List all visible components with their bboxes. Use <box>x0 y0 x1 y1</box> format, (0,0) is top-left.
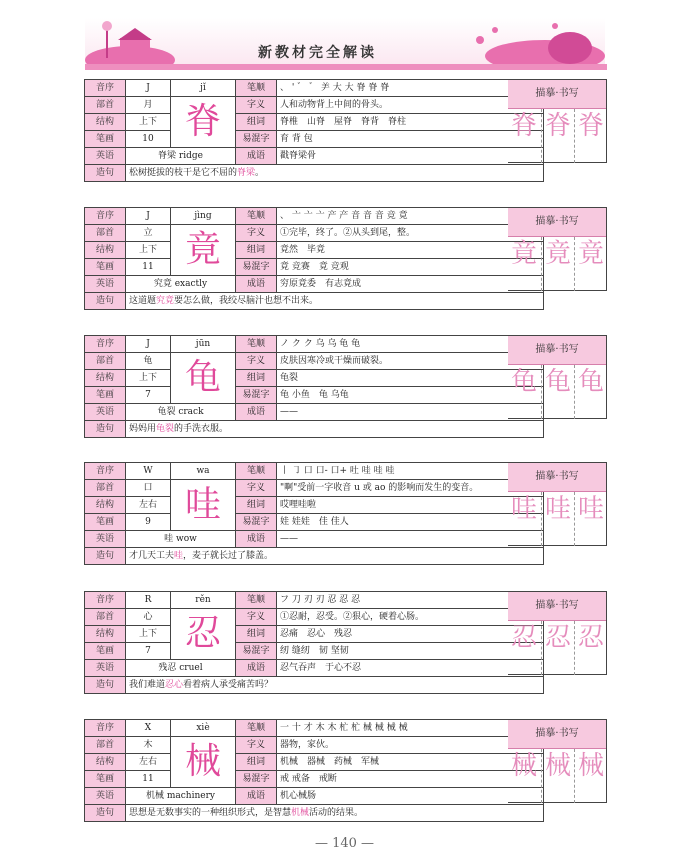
structure-value: 左右 <box>126 497 171 514</box>
stroke-order-value: 一 十 才 木 木 杧 杧 械 械 械 械 <box>277 720 544 737</box>
label-ziyi: 字义 <box>236 225 277 242</box>
tracing-practice-box <box>508 591 607 675</box>
strokes-value: 7 <box>126 387 171 404</box>
stroke-order-value: 、 ⼇ ⼇ ⼇ 产 产 音 音 音 竞 竟 <box>277 208 544 225</box>
big-character-cell <box>171 225 236 276</box>
example-sentence <box>126 421 544 438</box>
label-chengyu: 成语 <box>236 276 277 293</box>
meaning-value: 皮肤因寒冷或干燥而破裂。 <box>277 353 544 370</box>
trace-character: 哇 <box>577 494 604 524</box>
radical-value: 口 <box>126 480 171 497</box>
strokes-value: 11 <box>126 771 171 788</box>
label-bishun: 笔顺 <box>236 80 277 97</box>
label-jiegou: 结构 <box>85 242 126 259</box>
label-bihua: 笔画 <box>85 514 126 531</box>
label-chengyu: 成语 <box>236 660 277 677</box>
sentence-end: ，麦子就长过了膝盖。 <box>183 550 274 561</box>
label-zuci: 组词 <box>236 114 277 131</box>
pinyin-value: wa <box>171 463 236 480</box>
trace-character: 脊 <box>577 111 604 141</box>
sentence-start: 妈妈用 <box>129 423 157 434</box>
pinyin-value: rěn <box>171 592 236 609</box>
practice-header: 描摹·书写 <box>508 720 606 749</box>
idiom-value: 机心械肠 <box>277 788 544 805</box>
words-value: 机械 器械 药械 军械 <box>277 754 544 771</box>
label-bihua: 笔画 <box>85 643 126 660</box>
tracing-cell[interactable] <box>574 621 606 675</box>
tracing-cell[interactable] <box>574 749 606 803</box>
label-zaoju: 造句 <box>85 805 126 822</box>
label-jiegou: 结构 <box>85 754 126 771</box>
trace-character: 竟 <box>510 239 537 269</box>
structure-value: 上下 <box>126 114 171 131</box>
tracing-cell[interactable] <box>508 109 540 163</box>
label-bishun: 笔顺 <box>236 208 277 225</box>
pinyin-value: jūn <box>171 336 236 353</box>
tracing-cell[interactable] <box>574 365 606 419</box>
tracing-cell[interactable] <box>508 237 540 291</box>
words-value: 脊椎 山脊 屋脊 脊背 脊柱 <box>277 114 544 131</box>
tracing-cell[interactable] <box>508 365 540 419</box>
character-info-table <box>84 335 544 438</box>
label-yihunzi: 易混字 <box>236 259 277 276</box>
practice-header: 描摹·书写 <box>508 208 606 237</box>
sentence-highlight: 脊梁 <box>237 167 256 178</box>
label-zuci: 组词 <box>236 497 277 514</box>
tracing-cell[interactable] <box>574 492 606 546</box>
header-title: 新教材完全解读 <box>258 45 377 61</box>
example-sentence <box>126 165 544 182</box>
stroke-order-value: 丨 ㇆ 口 口‐ 口+ 吐 哇 哇 哇 <box>277 463 544 480</box>
label-ziyi: 字义 <box>236 480 277 497</box>
label-chengyu: 成语 <box>236 404 277 421</box>
big-character-cell <box>171 353 236 404</box>
practice-header: 描摹·书写 <box>508 463 606 492</box>
big-character: 械 <box>184 741 221 782</box>
trace-character: 械 <box>544 751 571 781</box>
label-zaoju: 造句 <box>85 548 126 565</box>
tracing-cell[interactable] <box>541 621 573 675</box>
idiom-value: 穷原竟委 有志竟成 <box>277 276 544 293</box>
tracing-cell[interactable] <box>541 109 573 163</box>
radical-value: 龟 <box>126 353 171 370</box>
label-jiegou: 结构 <box>85 114 126 131</box>
letter-value: R <box>126 592 171 609</box>
big-character-cell <box>171 97 236 148</box>
big-character-cell <box>171 737 236 788</box>
label-yinxu: 音序 <box>85 463 126 480</box>
label-jiegou: 结构 <box>85 626 126 643</box>
structure-value: 左右 <box>126 754 171 771</box>
tracing-cell[interactable] <box>574 237 606 291</box>
label-zuci: 组词 <box>236 242 277 259</box>
label-ziyi: 字义 <box>236 737 277 754</box>
radical-value: 立 <box>126 225 171 242</box>
sentence-end: 的手洗衣服。 <box>174 423 229 434</box>
label-bushou: 部首 <box>85 225 126 242</box>
label-yinxu: 音序 <box>85 592 126 609</box>
label-bihua: 笔画 <box>85 259 126 276</box>
structure-value: 上下 <box>126 242 171 259</box>
sentence-highlight: 哇 <box>174 550 184 561</box>
label-yingyu: 英语 <box>85 276 126 293</box>
sentence-highlight: 究竟 <box>156 295 175 306</box>
page-number: — 140 — <box>314 836 375 851</box>
trace-character: 龟 <box>544 367 571 397</box>
letter-value: J <box>126 80 171 97</box>
label-bushou: 部首 <box>85 737 126 754</box>
stroke-order-value: 、 ' ゛ ゛ ⺶ 大 大 脊 脊 脊 <box>277 80 544 97</box>
meaning-value: 人和动物背上中间的骨头。 <box>277 97 544 114</box>
structure-value: 上下 <box>126 626 171 643</box>
label-yinxu: 音序 <box>85 80 126 97</box>
label-yihunzi: 易混字 <box>236 387 277 404</box>
label-yingyu: 英语 <box>85 531 126 548</box>
label-chengyu: 成语 <box>236 531 277 548</box>
label-yingyu: 英语 <box>85 660 126 677</box>
english-value: 机械 machinery <box>126 788 236 805</box>
label-yihunzi: 易混字 <box>236 643 277 660</box>
pinyin-value: xiè <box>171 720 236 737</box>
idiom-value: 戳脊梁骨 <box>277 148 544 165</box>
label-yihunzi: 易混字 <box>236 131 277 148</box>
words-value: 哎哩哇啦 <box>277 497 544 514</box>
idiom-value: —— <box>277 404 544 421</box>
label-bushou: 部首 <box>85 480 126 497</box>
label-ziyi: 字义 <box>236 353 277 370</box>
label-yihunzi: 易混字 <box>236 771 277 788</box>
radical-value: 木 <box>126 737 171 754</box>
label-ziyi: 字义 <box>236 97 277 114</box>
confusable-value: 娃 娃娃 佳 佳人 <box>277 514 544 531</box>
label-bushou: 部首 <box>85 609 126 626</box>
english-value: 哇 wow <box>126 531 236 548</box>
tracing-practice-box <box>508 719 607 803</box>
strokes-value: 10 <box>126 131 171 148</box>
label-zuci: 组词 <box>236 626 277 643</box>
label-bishun: 笔顺 <box>236 720 277 737</box>
sentence-end: 看着病人承受痛苦吗？ <box>183 679 274 690</box>
tracing-practice-box <box>508 335 607 419</box>
tracing-cell[interactable] <box>508 492 540 546</box>
confusable-value: 戒 戒备 戒断 <box>277 771 544 788</box>
trace-character: 脊 <box>510 111 537 141</box>
english-value: 龟裂 crack <box>126 404 236 421</box>
radical-value: 心 <box>126 609 171 626</box>
trace-character: 忍 <box>510 623 537 653</box>
sentence-start: 才几天工夫 <box>129 550 175 561</box>
tracing-cell[interactable] <box>541 365 573 419</box>
character-info-table <box>84 462 544 565</box>
tracing-cell[interactable] <box>541 749 573 803</box>
strokes-value: 7 <box>126 643 171 660</box>
big-character: 哇 <box>184 484 221 525</box>
label-ziyi: 字义 <box>236 609 277 626</box>
trace-character: 龟 <box>510 367 537 397</box>
trace-character: 忍 <box>577 623 604 653</box>
english-value: 残忍 cruel <box>126 660 236 677</box>
letter-value: X <box>126 720 171 737</box>
big-character: 忍 <box>184 613 221 654</box>
letter-value: J <box>126 336 171 353</box>
letter-value: J <box>126 208 171 225</box>
sentence-start: 思想是无数事实的一种组织形式，是智慧 <box>129 807 292 818</box>
label-bihua: 笔画 <box>85 387 126 404</box>
idiom-value: —— <box>277 531 544 548</box>
stroke-order-value: ノ ク ク 乌 乌 龟 龟 <box>277 336 544 353</box>
character-info-table <box>84 591 544 694</box>
label-bihua: 笔画 <box>85 131 126 148</box>
idiom-value: 忍气吞声 于心不忍 <box>277 660 544 677</box>
sentence-highlight: 机械 <box>291 807 310 818</box>
confusable-value: 龟 小鱼 龟 乌龟 <box>277 387 544 404</box>
confusable-value: 育 背 包 <box>277 131 544 148</box>
tracing-cell[interactable] <box>508 749 540 803</box>
big-character-cell <box>171 609 236 660</box>
label-bushou: 部首 <box>85 97 126 114</box>
tracing-cell[interactable] <box>508 621 540 675</box>
confusable-value: 纫 缝纫 韧 坚韧 <box>277 643 544 660</box>
header-divider <box>85 64 607 70</box>
trace-character: 龟 <box>577 367 604 397</box>
strokes-value: 9 <box>126 514 171 531</box>
tracing-practice-box <box>508 207 607 291</box>
trace-character: 忍 <box>544 623 571 653</box>
character-info-table <box>84 719 544 822</box>
pinyin-value: jìng <box>171 208 236 225</box>
label-yihunzi: 易混字 <box>236 514 277 531</box>
label-yinxu: 音序 <box>85 208 126 225</box>
sentence-start: 松树挺拔的枝干是它不屈的 <box>129 167 238 178</box>
trace-character: 竟 <box>544 239 571 269</box>
sentence-start: 我们难道 <box>129 679 166 690</box>
label-yingyu: 英语 <box>85 788 126 805</box>
big-character-cell <box>171 480 236 531</box>
practice-header: 描摹·书写 <box>508 80 606 109</box>
tracing-practice-box <box>508 79 607 163</box>
label-yinxu: 音序 <box>85 336 126 353</box>
big-character: 龟 <box>184 357 221 398</box>
meaning-value: ①完毕，终了。②从头到尾，整。 <box>277 225 544 242</box>
radical-value: 月 <box>126 97 171 114</box>
words-value: 忍痛 忍心 残忍 <box>277 626 544 643</box>
trace-character: 脊 <box>544 111 571 141</box>
label-zaoju: 造句 <box>85 293 126 310</box>
character-info-table <box>84 207 544 310</box>
label-bishun: 笔顺 <box>236 592 277 609</box>
tracing-cell[interactable] <box>541 492 573 546</box>
trace-character: 械 <box>510 751 537 781</box>
sentence-highlight: 忍心 <box>165 679 184 690</box>
label-bihua: 笔画 <box>85 771 126 788</box>
practice-header: 描摹·书写 <box>508 592 606 621</box>
strokes-value: 11 <box>126 259 171 276</box>
sentence-end: 。 <box>255 167 265 178</box>
label-jiegou: 结构 <box>85 497 126 514</box>
sentence-highlight: 龟裂 <box>156 423 175 434</box>
words-value: 竟然 毕竟 <box>277 242 544 259</box>
label-yingyu: 英语 <box>85 404 126 421</box>
label-bishun: 笔顺 <box>236 336 277 353</box>
label-bushou: 部首 <box>85 353 126 370</box>
trace-character: 哇 <box>510 494 537 524</box>
label-jiegou: 结构 <box>85 370 126 387</box>
label-zaoju: 造句 <box>85 677 126 694</box>
character-info-table <box>84 79 544 182</box>
tracing-cell[interactable] <box>541 237 573 291</box>
pinyin-value: jǐ <box>171 80 236 97</box>
example-sentence <box>126 293 544 310</box>
sentence-end: 要怎么做，我绞尽脑汁也想不出来。 <box>174 295 319 306</box>
tracing-practice-box <box>508 462 607 546</box>
stroke-order-value: フ 刀 刃 刃 忍 忍 忍 <box>277 592 544 609</box>
big-character: 脊 <box>184 101 221 142</box>
confusable-value: 竟 竞赛 竟 竞观 <box>277 259 544 276</box>
meaning-value: 器物，家伙。 <box>277 737 544 754</box>
meaning-value: ①忍耐，忍受。②狠心，硬着心肠。 <box>277 609 544 626</box>
big-character: 竟 <box>184 229 221 270</box>
english-value: 脊梁 ridge <box>126 148 236 165</box>
label-zuci: 组词 <box>236 754 277 771</box>
english-value: 究竟 exactly <box>126 276 236 293</box>
page-header <box>0 0 689 75</box>
label-zaoju: 造句 <box>85 165 126 182</box>
label-chengyu: 成语 <box>236 148 277 165</box>
tracing-cell[interactable] <box>574 109 606 163</box>
sentence-start: 这道题 <box>129 295 157 306</box>
example-sentence <box>126 548 544 565</box>
meaning-value: "啊"受前一字收音 u 或 ao 的影响而发生的变音。 <box>277 480 544 497</box>
example-sentence <box>126 805 544 822</box>
trace-character: 械 <box>577 751 604 781</box>
label-yinxu: 音序 <box>85 720 126 737</box>
sentence-end: 活动的结果。 <box>309 807 364 818</box>
label-zuci: 组词 <box>236 370 277 387</box>
words-value: 龟裂 <box>277 370 544 387</box>
label-zaoju: 造句 <box>85 421 126 438</box>
label-yingyu: 英语 <box>85 148 126 165</box>
label-chengyu: 成语 <box>236 788 277 805</box>
trace-character: 哇 <box>544 494 571 524</box>
trace-character: 竟 <box>577 239 604 269</box>
structure-value: 上下 <box>126 370 171 387</box>
letter-value: W <box>126 463 171 480</box>
practice-header: 描摹·书写 <box>508 336 606 365</box>
label-bishun: 笔顺 <box>236 463 277 480</box>
example-sentence <box>126 677 544 694</box>
